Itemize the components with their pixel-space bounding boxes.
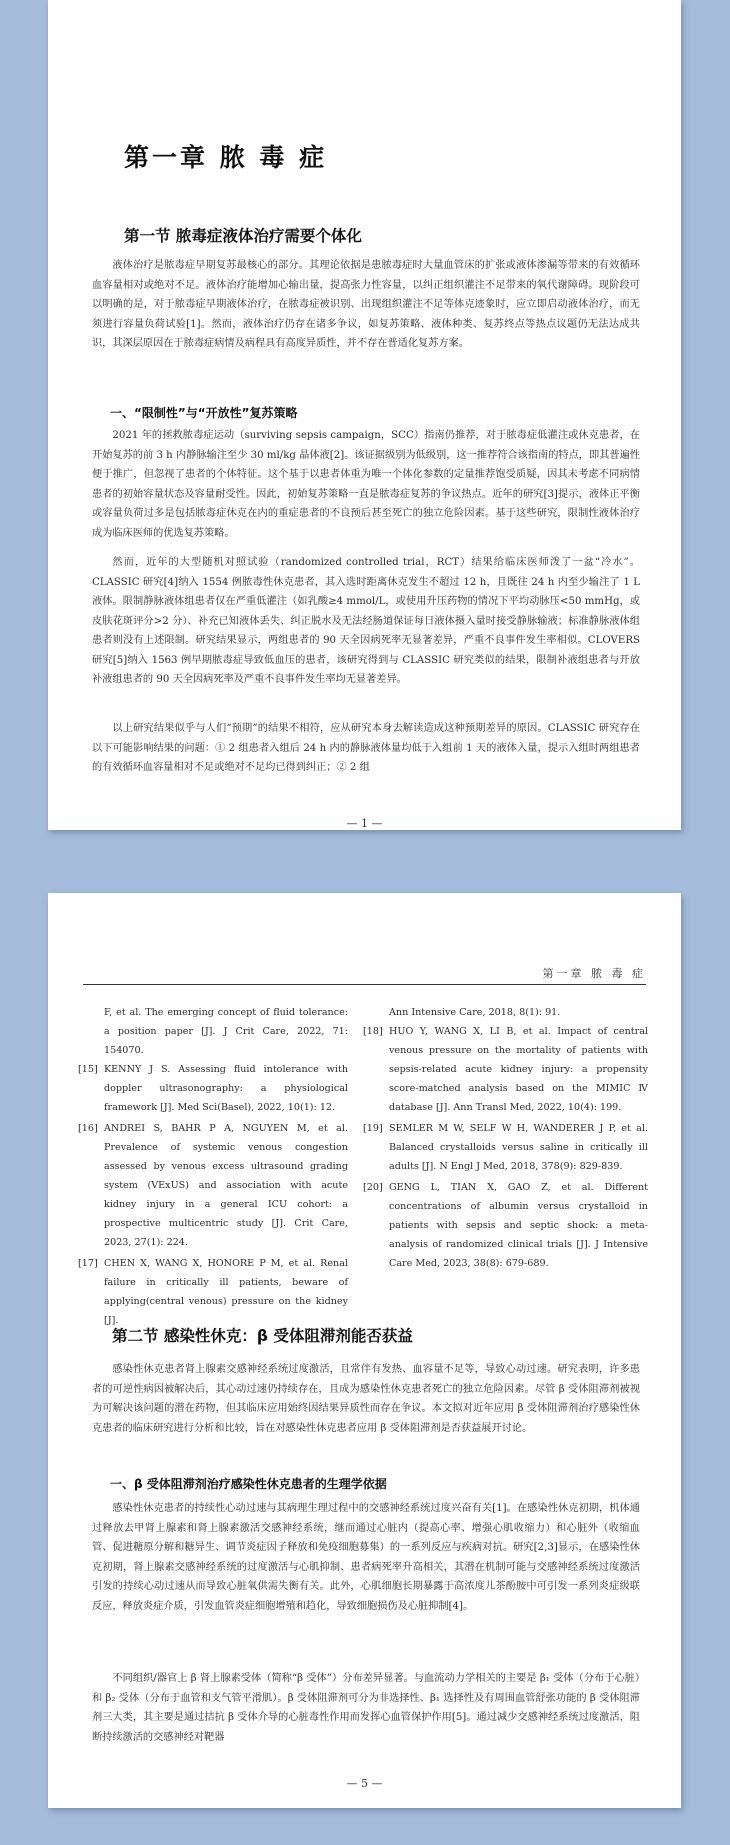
- page-number: — 5 —: [346, 1777, 383, 1790]
- references-left-column: [78, 1003, 348, 1332]
- reference-number: [16]: [78, 1123, 98, 1134]
- reference-text: SEMLER M W, SELF W H, WANDERER J P, et al. Balanced crystalloids versus saline in critically ill adults [J]. N Engl J Med, 2018, 378(9): 829-839.: [389, 1123, 648, 1172]
- reference-item: Ann Intensive Care, 2018, 8(1): 91.: [389, 1007, 561, 1018]
- running-head: 第一章 脓 毒 症: [83, 965, 646, 985]
- reference-item: [78, 1254, 348, 1330]
- reference-item: [78, 1060, 348, 1117]
- intro-paragraph: 感染性休克患者肾上腺素交感神经系统过度激活，且常伴有发热、血容量不足等，导致心动过速。研究表明，许多患者的可逆性病因被解决后，其心动过速仍持续存在，且成为感染性休克患者死亡的独立危险因素。尽管 β 受体阻滞剂被视为可解决该问题的潜在药物，但其临床应用始终因结果异质性而存在争议。本文拟对近年应用 β 受体阻滞剂治疗感染性休克患者的临床研究进行分析和比较，旨在对感染性休克患者应用 β 受体阻滞剂是否获益展开讨论。: [92, 1364, 640, 1434]
- reference-item: [78, 1119, 348, 1252]
- body-paragraph-2: 不同组织/器官上 β 肾上腺素受体（简称“β 受体”）分布差异显著。与血流动力学相关的主要是 β₁ 受体（分布于心脏）和 β₂ 受体（分布于血管和支气管平滑肌）。β 受体阻滞剂可分为非选择性、β₁ 选择性及有周围血管舒张功能的 β 受体阻滞剂三大类，其主要是通过拮抗 β 受体介导的心脏毒性作用而发挥心血管保护作用[5]。通过减少交感神经系统过度激活，阻断持续激活的交感神经对靶器: [92, 1673, 640, 1743]
- reference-number: [20]: [363, 1182, 383, 1193]
- reference-number: [18]: [363, 1026, 383, 1037]
- body-paragraph-2: 然而，近年的大型随机对照试验（randomized controlled trial，RCT）结果给临床医师泼了一盆“冷水”。CLASSIC 研究[4]纳入 1554 例脓毒性休克患者，其入选时距离休克发生不超过 12 h，且既往 24 h 内至少输注了 1 L 液体。限制静脉液体组患者仅在严重低灌注（如乳酸≥4 mmol/L，或使用升压药物的情况下平均动脉压<50 mmHg，或皮肤花斑评分>2 分）、补充已知液体丢失、纠正脱水及无法经肠道保证每日液体摄入量时接受静脉输液；标准静脉液体组患者则没有上述限制。研究结果显示，两组患者的 90 天全因病死率无显著差异，严重不良事件发生率相似。CLOVERS 研究[5]纳入 1563 例早期脓毒症导致低血压的患者，该研究得到与 CLASSIC 研究类似的结果，限制补液组患者与开放补液组患者的 90 天全因病死率及严重不良事件发生率均无显著差异。: [92, 557, 640, 685]
- reference-text: GENG L, TIAN X, GAO Z, et al. Different concentrations of albumin versus crystalloid in patients with sepsis and septic shock: a meta-analysis of randomized clinical trials [J]. J Intensive Care Med, 2023, 38(8): 679-689.: [389, 1182, 648, 1269]
- intro-paragraph: 液体治疗是脓毒症早期复苏最核心的部分。其理论依据是患脓毒症时大量血管床的扩张或液体渗漏等带来的有效循环血容量相对或绝对不足。液体治疗能增加心输出量，提高张力性容量，以纠正组织灌注不足带来的氧代谢障碍。现阶段可以明确的是，对于脓毒症早期液体治疗，在脓毒症被识别、出现组织灌注不足等体克迹象时，应立即启动液体治疗，而无须进行容量负荷试验[1]。然而，液体治疗仍存在诸多争议，如复苏策略、液体种类、复苏终点等热点议题仍无法达成共识，其深层原因在于脓毒症病情及病程具有高度异质性，并不存在普适化复苏方案。: [92, 260, 640, 349]
- reference-text: CHEN X, WANG X, HONORE P M, et al. Renal failure in critically ill patients, beware of applying(central venous) pressure on the kidney [J].: [104, 1258, 348, 1326]
- body-paragraph-1: 2021 年的拯救脓毒症运动（surviving sepsis campaign，SCC）指南仍推荐，对于脓毒症低灌注或休克患者，在开始复苏的前 3 h 内静脉输注至少 30 ml/kg 晶体液[2]。该证据级别为低级别，这一推荐符合该指南的特点，即其普遍性便于推广，但忽视了患者的个体特征。这个基于以患者体重为唯一个体化参数的定量推荐饱受质疑，因其未考虑不同病情患者的初始容量状态及容量耐受性。因此，初始复苏策略一直是脓毒症复苏的争议热点。近年的研究[3]提示，液体正平衡或容量负荷过多是包括脓毒症休克在内的重症患者的不良预后甚至死亡的独立危险因素。基于这些研究，限制性液体治疗成为临床医师的优选复苏策略。: [92, 430, 640, 539]
- subsection-title: 一、β 受体阻滞剂治疗感染性休克患者的生理学依据: [110, 1477, 387, 1491]
- reference-text: HUO Y, WANG X, LI B, et al. Impact of central venous pressure on the mortality of patients with sepsis-related acute kidney injury: a propensity score-matched analysis based on the MIMIC Ⅳ database [J]. Ann Transl Med, 2022, 10(4): 199.: [389, 1026, 648, 1113]
- reference-number: [17]: [78, 1258, 98, 1269]
- reference-item: [363, 1178, 648, 1273]
- page-1: [48, 0, 681, 830]
- reference-item: [363, 1119, 648, 1176]
- body-paragraph-1: 感染性休克患者的持续性心动过速与其病理生理过程中的交感神经系统过度兴奋有关[1]。在感染性休克初期，机体通过释放去甲肾上腺素和肾上腺素激活交感神经系统，继而通过心脏内（提高心率、增强心肌收缩力）和心脏外（收缩血管、促进糖原分解和糖异生、调节炎症因子释放和免疫细胞募集）的一系列反应与疾病对抗。研究[2,3]显示，在感染性休克初期，肾上腺素交感神经系统的过度激活与心肌抑制、患者病死率升高相关，其潜在机制可能与交感神经系统过度激活引发的持续心动过速从而导致心脏氧供需失衡有关。此外，心肌细胞长期暴露于高浓度儿茶酚胺中可引发一系列炎症级联反应，释放炎症介质，引发血管炎症细胞增殖和趋化，导致细胞损伤及心脏抑制[4]。: [92, 1503, 640, 1612]
- reference-text: ANDREI S, BAHR P A, NGUYEN M, et al. Prevalence of systemic venous congestion assessed by venous excess ultrasound grading system (VExUS) and association with acute kidney injury in a general ICU cohort: a prospective multicentric study [J]. Crit Care, 2023, 27(1): 224.: [104, 1123, 348, 1248]
- body-paragraph-3: 以上研究结果似乎与人们“预期”的结果不相符，应从研究本身去解读造成这种预期差异的原因。CLASSIC 研究存在以下可能影响结果的问题：① 2 组患者入组后 24 h 内的静脉液体量均低于入组前 1 天的液体入量，提示入组时两组患者的有效循环血容量相对不足或绝对不足均已得到纠正；② 2 组: [92, 723, 640, 773]
- reference-item: [363, 1022, 648, 1117]
- reference-number: [19]: [363, 1123, 383, 1134]
- page-number: — 1 —: [346, 817, 383, 830]
- reference-number: [15]: [78, 1064, 98, 1075]
- chapter-title: 第一章 脓 毒 症: [124, 143, 328, 172]
- reference-text: KENNY J S. Assessing fluid intolerance with doppler ultrasonography: a physiological framework [J]. Med Sci(Basel), 2022, 10(1): 12.: [104, 1064, 348, 1113]
- page-2: [48, 893, 681, 1808]
- references-right-column: [363, 1003, 648, 1275]
- subsection-title: 一、“限制性”与“开放性”复苏策略: [110, 406, 298, 420]
- reference-item: F, et al. The emerging concept of fluid tolerance: a position paper [J]. J Crit Care, 2022, 71: 154070.: [104, 1007, 348, 1056]
- section-title: 第二节 感染性休克：β 受体阻滞剂能否获益: [112, 1327, 413, 1345]
- section-title: 第一节 脓毒症液体治疗需要个体化: [124, 227, 362, 245]
